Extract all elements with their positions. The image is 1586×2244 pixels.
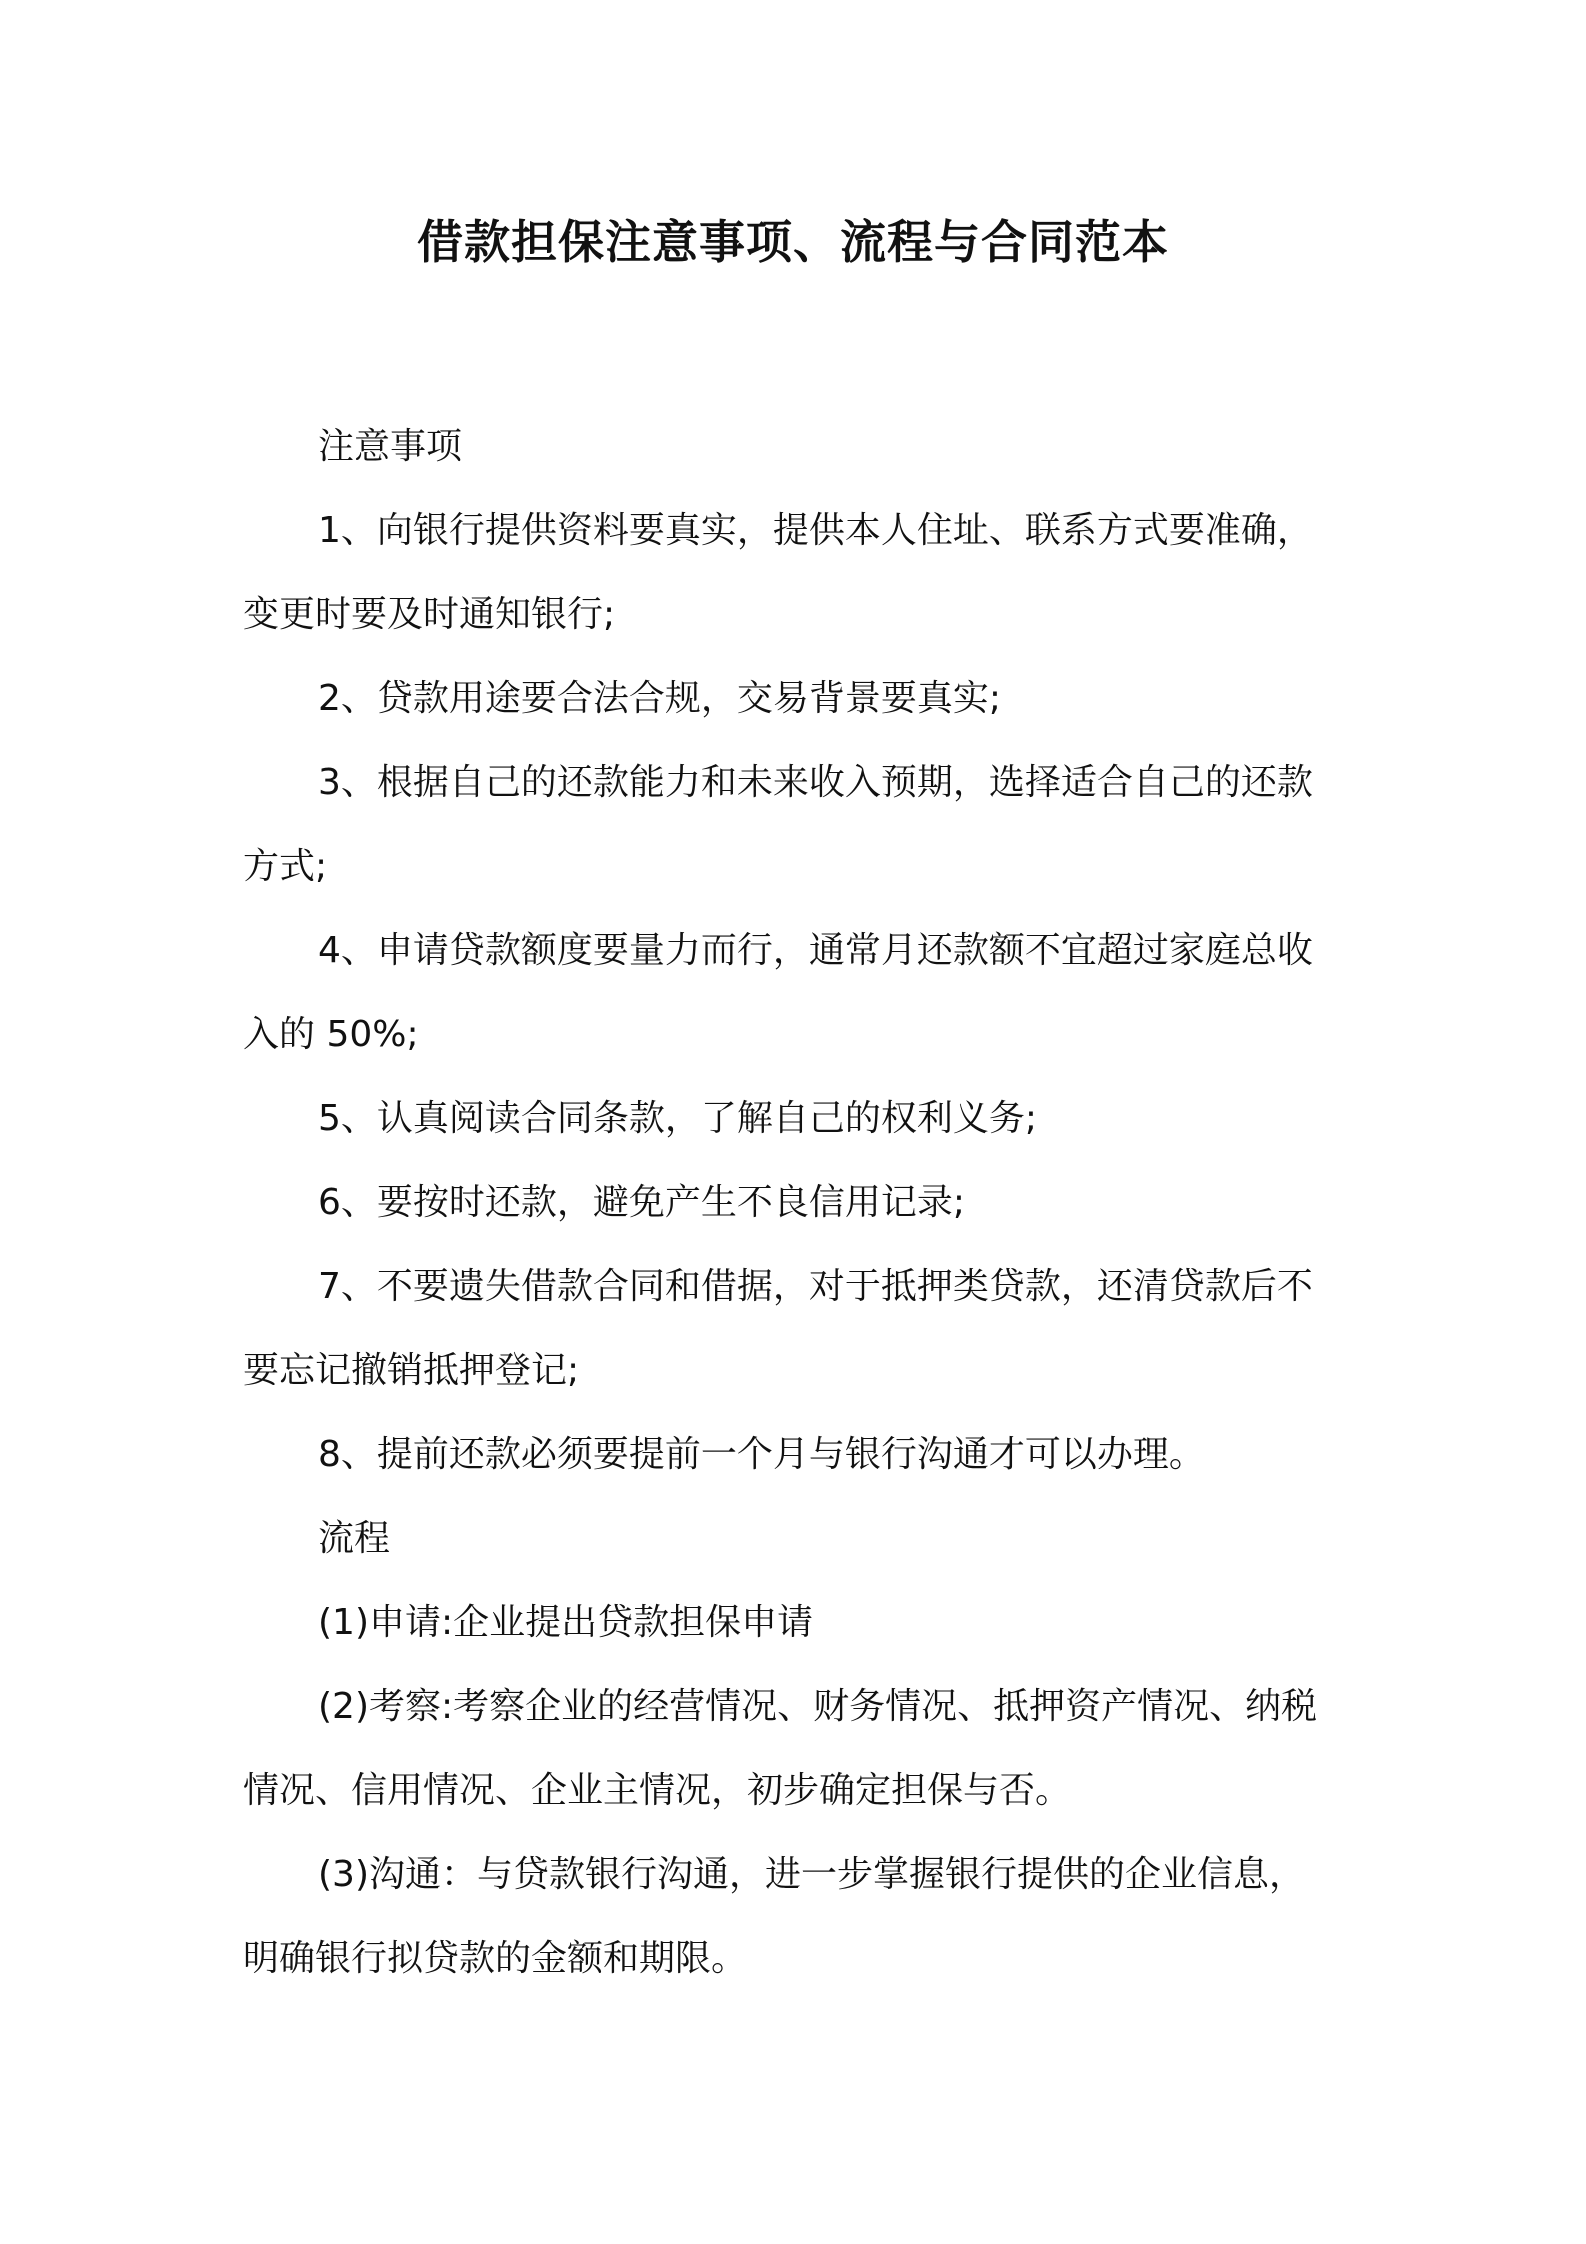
section-heading-notes: 注意事项: [318, 426, 463, 467]
note-item-2: 2、贷款用途要合法合规，交易背景要真实;: [318, 678, 1002, 719]
note-item-1: 1、向银行提供资料要真实，提供本人住址、联系方式要准确， 变更时要及时通知银行;: [243, 510, 1313, 635]
note-item-8: 8、提前还款必须要提前一个月与银行沟通才可以办理。: [318, 1434, 1205, 1475]
note-item-5: 5、认真阅读合同条款，了解自己的权利义务;: [318, 1098, 1038, 1139]
process-step-2: (2)考察:考察企业的经营情况、财务情况、抵押资产情况、纳税 情况、信用情况、企业主情况，初步确定担保与否。: [243, 1686, 1318, 1811]
note-item-4: 4、申请贷款额度要量力而行，通常月还款额不宜超过家庭总收 入的 50%;: [243, 930, 1313, 1055]
note-item-6: 6、要按时还款，避免产生不良信用记录;: [318, 1182, 966, 1223]
process-step-1: (1)申请:企业提出贷款担保申请: [318, 1602, 814, 1643]
process-step-3: (3)沟通：与贷款银行沟通，进一步掌握银行提供的企业信息， 明确银行拟贷款的金额和期限。: [243, 1854, 1305, 1979]
note-item-3: 3、根据自己的还款能力和未来收入预期，选择适合自己的还款 方式;: [243, 762, 1313, 887]
document-title: 借款担保注意事项、流程与合同范本: [417, 215, 1169, 269]
section-heading-process: 流程: [318, 1518, 391, 1559]
note-item-7: 7、不要遗失借款合同和借据，对于抵押类贷款，还清贷款后不 要忘记撤销抵押登记;: [243, 1266, 1313, 1391]
document-body: [243, 405, 1361, 2001]
